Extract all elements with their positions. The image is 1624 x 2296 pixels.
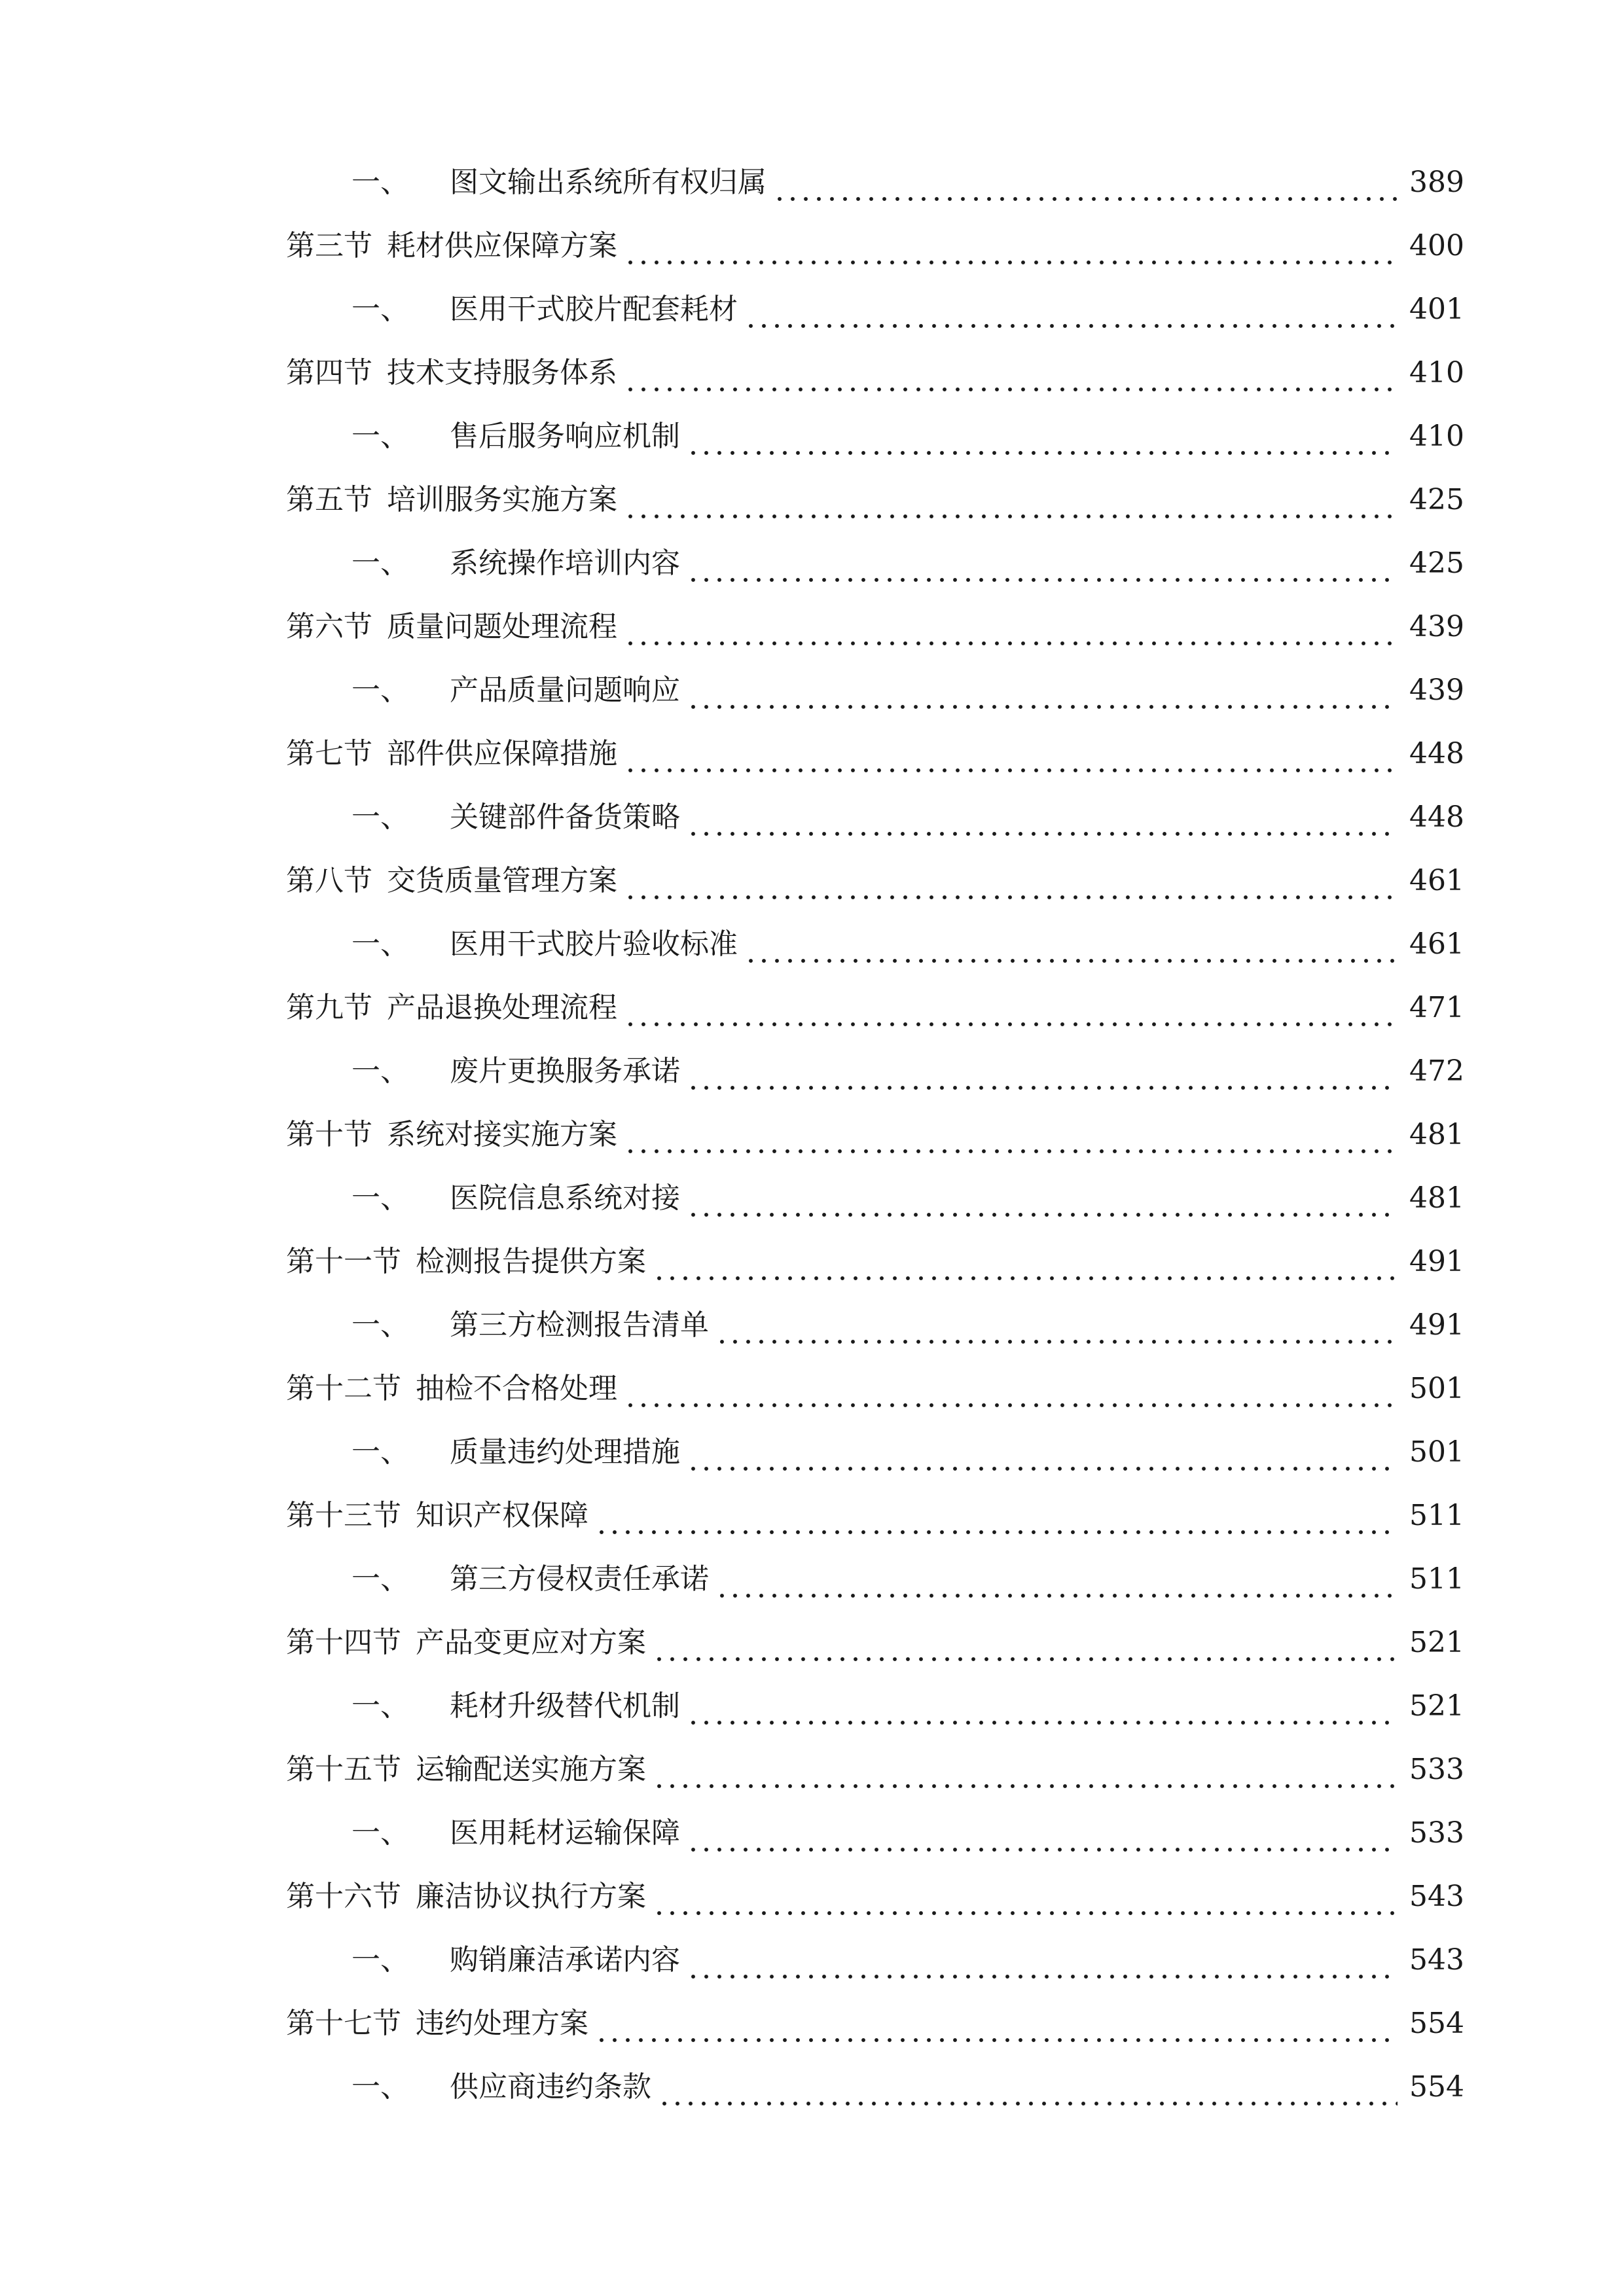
toc-subsection-entry[interactable] [286, 1801, 1464, 1865]
toc-entry-title: 废片更换服务承诺 [450, 1054, 680, 1088]
dot-leader [624, 745, 1398, 774]
toc-entry-title: 耗材升级替代机制 [450, 1689, 680, 1723]
toc-page-number: 521 [1409, 1625, 1464, 1659]
toc-page-number: 554 [1409, 2006, 1464, 2040]
toc-section-entry[interactable] [286, 341, 1464, 404]
toc-entry-title: 图文输出系统所有权归属 [450, 165, 767, 199]
toc-page-number: 389 [1409, 165, 1464, 199]
toc-section-entry[interactable] [286, 1484, 1464, 1547]
toc-entry-title: 关键部件备货策略 [450, 800, 680, 834]
toc-subsection-entry[interactable] [286, 1928, 1464, 1992]
dot-leader [595, 2015, 1398, 2043]
toc-section-entry[interactable] [286, 1611, 1464, 1674]
toc-entry-number: 一、 [352, 927, 409, 961]
toc-section-entry[interactable] [286, 722, 1464, 785]
toc-entry-title: 医院信息系统对接 [450, 1181, 680, 1215]
toc-entry-number: 一、 [352, 1943, 409, 1977]
dot-leader [687, 1443, 1398, 1472]
toc-entry-title: 医用耗材运输保障 [450, 1816, 680, 1850]
toc-page-number: 448 [1409, 736, 1464, 770]
toc-entry-title: 检测报告提供方案 [416, 1244, 646, 1278]
dot-leader [687, 808, 1398, 837]
dot-leader [687, 554, 1398, 583]
toc-page-number: 543 [1409, 1879, 1464, 1913]
toc-subsection-entry[interactable] [286, 1420, 1464, 1484]
toc-section-entry[interactable] [286, 1865, 1464, 1928]
dot-leader [773, 173, 1398, 202]
toc-entry-number: 第六节 [286, 609, 372, 643]
dot-leader [624, 872, 1398, 901]
toc-entry-number: 一、 [352, 165, 409, 199]
toc-subsection-entry[interactable] [286, 1547, 1464, 1611]
toc-subsection-entry[interactable] [286, 785, 1464, 849]
toc-entry-title: 产品退换处理流程 [387, 990, 617, 1024]
dot-leader [744, 935, 1398, 964]
dot-leader [715, 1316, 1398, 1345]
toc-page-number: 425 [1409, 546, 1464, 580]
toc-entry-number: 第十三节 [286, 1498, 401, 1532]
dot-leader [624, 491, 1398, 520]
toc-page-number: 533 [1409, 1752, 1464, 1786]
toc-subsection-entry[interactable] [286, 278, 1464, 341]
toc-entry-number: 第十七节 [286, 2006, 401, 2040]
toc-entry-number: 一、 [352, 546, 409, 580]
toc-entry-number: 一、 [352, 673, 409, 707]
toc-entry-number: 第九节 [286, 990, 372, 1024]
toc-page-number: 543 [1409, 1943, 1464, 1977]
toc-entry-title: 购销廉洁承诺内容 [450, 1943, 680, 1977]
toc-entry-number: 一、 [352, 1435, 409, 1469]
toc-page-number: 472 [1409, 1054, 1464, 1088]
toc-section-entry[interactable] [286, 1103, 1464, 1166]
toc-section-entry[interactable] [286, 1230, 1464, 1293]
toc-entry-number: 第十一节 [286, 1244, 401, 1278]
toc-entry-title: 第三方侵权责任承诺 [450, 1562, 709, 1596]
toc-entry-title: 系统对接实施方案 [387, 1117, 617, 1151]
toc-subsection-entry[interactable] [286, 404, 1464, 468]
toc-entry-number: 一、 [352, 800, 409, 834]
toc-page-number: 461 [1409, 863, 1464, 897]
dot-leader [653, 1888, 1398, 1916]
toc-entry-title: 技术支持服务体系 [387, 355, 617, 389]
dot-leader [624, 999, 1398, 1028]
toc-entry-title: 质量违约处理措施 [450, 1435, 680, 1469]
dot-leader [595, 1507, 1398, 1535]
toc-entry-title: 产品质量问题响应 [450, 673, 680, 707]
toc-entry-title: 运输配送实施方案 [416, 1752, 646, 1786]
toc-entry-title: 知识产权保障 [416, 1498, 588, 1532]
toc-section-entry[interactable] [286, 468, 1464, 531]
dot-leader [624, 237, 1398, 266]
toc-page-number: 554 [1409, 2070, 1464, 2104]
toc-page-number: 439 [1409, 609, 1464, 643]
toc-entry-title: 系统操作培训内容 [450, 546, 680, 580]
toc-entry-number: 第十六节 [286, 1879, 401, 1913]
toc-subsection-entry[interactable] [286, 151, 1464, 214]
toc-subsection-entry[interactable] [286, 1039, 1464, 1103]
toc-entry-number: 第十节 [286, 1117, 372, 1151]
toc-subsection-entry[interactable] [286, 658, 1464, 722]
toc-section-entry[interactable] [286, 849, 1464, 912]
toc-entry-title: 产品变更应对方案 [416, 1625, 646, 1659]
toc-entry-number: 一、 [352, 292, 409, 326]
toc-page-number: 481 [1409, 1117, 1464, 1151]
toc-entry-number: 一、 [352, 419, 409, 453]
toc-entry-number: 第十二节 [286, 1371, 401, 1405]
toc-entry-number: 一、 [352, 1308, 409, 1342]
dot-leader [687, 427, 1398, 456]
toc-page-number: 410 [1409, 355, 1464, 389]
toc-entry-title: 培训服务实施方案 [387, 482, 617, 516]
dot-leader [715, 1570, 1398, 1599]
toc-page-number: 461 [1409, 927, 1464, 961]
toc-entry-number: 第七节 [286, 736, 372, 770]
dot-leader [687, 1062, 1398, 1091]
toc-entry-title: 交货质量管理方案 [387, 863, 617, 897]
toc-page-number: 410 [1409, 419, 1464, 453]
toc-subsection-entry[interactable] [286, 1674, 1464, 1738]
toc-entry-title: 抽检不合格处理 [416, 1371, 617, 1405]
toc-page-number: 491 [1409, 1244, 1464, 1278]
toc-entry-title: 供应商违约条款 [450, 2070, 651, 2104]
toc-subsection-entry[interactable] [286, 2055, 1464, 2119]
toc-entry-number: 一、 [352, 1689, 409, 1723]
toc-entry-number: 第四节 [286, 355, 372, 389]
toc-page-number: 501 [1409, 1435, 1464, 1469]
toc-page-number: 521 [1409, 1689, 1464, 1723]
dot-leader [687, 1824, 1398, 1853]
toc-subsection-entry[interactable] [286, 912, 1464, 976]
dot-leader [624, 618, 1398, 647]
dot-leader [687, 681, 1398, 710]
toc-entry-number: 第十五节 [286, 1752, 401, 1786]
toc-page-number: 401 [1409, 292, 1464, 326]
table-of-contents [286, 151, 1464, 2119]
dot-leader [624, 1126, 1398, 1155]
dot-leader [687, 1189, 1398, 1218]
toc-subsection-entry[interactable] [286, 531, 1464, 595]
toc-page-number: 511 [1409, 1498, 1464, 1532]
toc-entry-title: 医用干式胶片配套耗材 [450, 292, 738, 326]
toc-entry-number: 第三节 [286, 228, 372, 262]
toc-entry-number: 一、 [352, 1181, 409, 1215]
toc-entry-title: 第三方检测报告清单 [450, 1308, 709, 1342]
toc-section-entry[interactable] [286, 976, 1464, 1039]
toc-entry-title: 医用干式胶片验收标准 [450, 927, 738, 961]
toc-page-number: 439 [1409, 673, 1464, 707]
toc-page-number: 425 [1409, 482, 1464, 516]
toc-entry-number: 一、 [352, 1054, 409, 1088]
toc-section-entry[interactable] [286, 1357, 1464, 1420]
toc-section-entry[interactable] [286, 595, 1464, 658]
toc-section-entry[interactable] [286, 1738, 1464, 1801]
dot-leader [624, 1380, 1398, 1408]
dot-leader [687, 1951, 1398, 1980]
toc-entry-title: 部件供应保障措施 [387, 736, 617, 770]
dot-leader [624, 364, 1398, 393]
dot-leader [653, 1253, 1398, 1282]
dot-leader [658, 2078, 1398, 2107]
toc-page-number: 481 [1409, 1181, 1464, 1215]
dot-leader [653, 1761, 1398, 1789]
toc-entry-title: 质量问题处理流程 [387, 609, 617, 643]
toc-page-number: 501 [1409, 1371, 1464, 1405]
toc-section-entry[interactable] [286, 1992, 1464, 2055]
toc-page-number: 400 [1409, 228, 1464, 262]
dot-leader [653, 1634, 1398, 1662]
toc-entry-title: 违约处理方案 [416, 2006, 588, 2040]
dot-leader [687, 1697, 1398, 1726]
toc-subsection-entry[interactable] [286, 1293, 1464, 1357]
toc-entry-title: 廉洁协议执行方案 [416, 1879, 646, 1913]
toc-page-number: 533 [1409, 1816, 1464, 1850]
toc-subsection-entry[interactable] [286, 1166, 1464, 1230]
toc-entry-number: 第五节 [286, 482, 372, 516]
toc-entry-number: 一、 [352, 2070, 409, 2104]
toc-entry-number: 第八节 [286, 863, 372, 897]
toc-page-number: 471 [1409, 990, 1464, 1024]
toc-entry-title: 耗材供应保障方案 [387, 228, 617, 262]
toc-entry-number: 一、 [352, 1562, 409, 1596]
dot-leader [744, 300, 1398, 329]
toc-section-entry[interactable] [286, 214, 1464, 278]
toc-page-number: 448 [1409, 800, 1464, 834]
toc-page-number: 511 [1409, 1562, 1464, 1596]
toc-page-number: 491 [1409, 1308, 1464, 1342]
toc-entry-number: 第十四节 [286, 1625, 401, 1659]
toc-entry-title: 售后服务响应机制 [450, 419, 680, 453]
toc-entry-number: 一、 [352, 1816, 409, 1850]
